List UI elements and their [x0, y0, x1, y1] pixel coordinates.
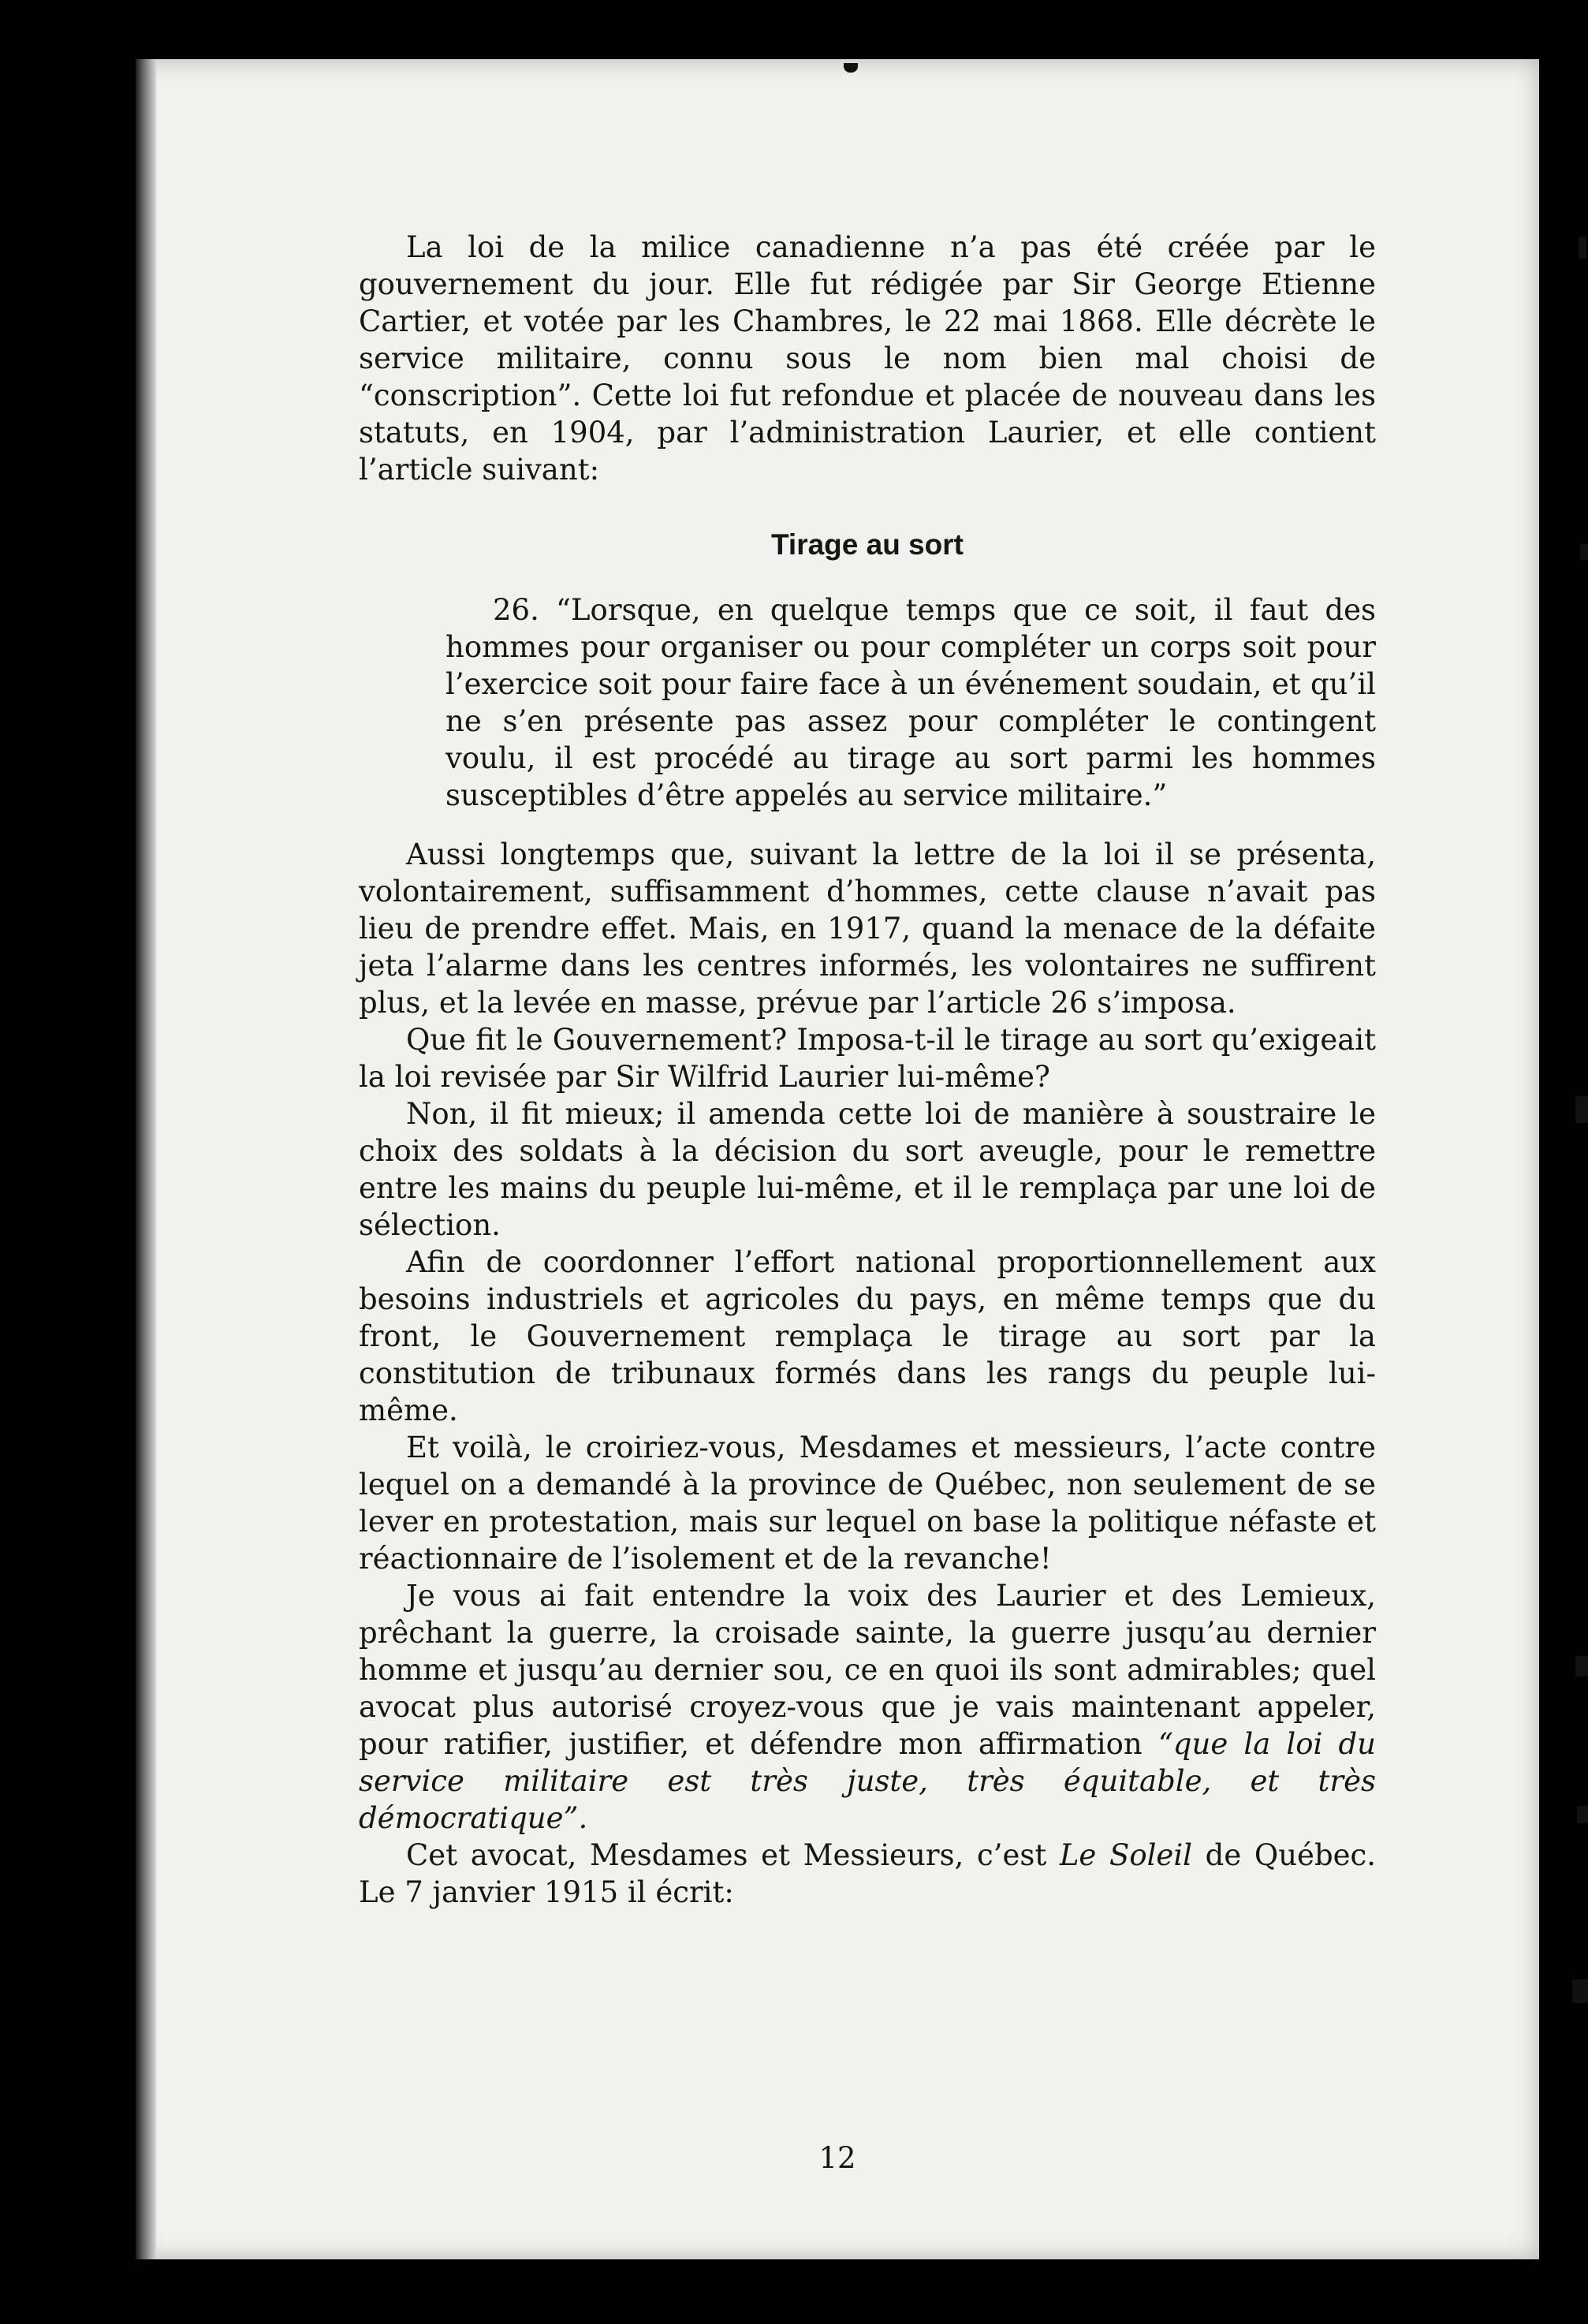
italic-quote: “que la loi du service militaire est très juste, très équitable, et très démocratique”. — [359, 1727, 1376, 1835]
paragraph — [359, 1577, 1376, 1837]
page-binding-edge — [136, 59, 156, 2259]
paragraph: La loi de la milice canadienne n’a pas été créée par le gouvernement du jour. Elle fut rédigée par Sir George Etienne Cartier, et votée par les Chambres, le 22 mai 1868. Elle décrète le service militaire, connu sous le nom bien mal choisi de “conscription”. Cette loi fut refondue et placée de nouveau dans les statuts, en 1904, par l’administration Laurier, et elle contient l’article suivant: — [359, 230, 1376, 487]
right-edge-mark — [1575, 1096, 1588, 1123]
paragraph — [359, 1837, 1376, 1911]
paragraph: Que fit le Gouvernement? Imposa-t-il le tirage au sort qu’exigeait la loi revisée par Sir Wilfrid Laurier lui-même? — [359, 1023, 1376, 1094]
right-edge-mark — [1577, 1806, 1588, 1823]
paragraph: Aussi longtemps que, suivant la lettre de la loi il se présenta, volontairement, suffisamment d’hommes, cette clause n’avait pas lieu de prendre effet. Mais, en 1917, quand la menace de la défaite jeta l’alarme dans les centres informés, les volontaires ne suffirent plus, et la levée en masse, prévue par l’article 26 s’imposa. — [359, 837, 1376, 1020]
right-edge-mark — [1572, 1979, 1588, 2003]
right-edge-mark — [1575, 1656, 1588, 1677]
right-edge-mark — [1579, 237, 1586, 259]
page-body-text — [359, 229, 1376, 1911]
right-edge-mark — [1580, 544, 1588, 560]
paragraph: Et voilà, le croiriez-vous, Mesdames et messieurs, l’acte contre lequel on a demandé à la province de Québec, non seulement de se lever en protestation, mais sur lequel on base la politique néfaste et réactionnaire de l’isolement et de la revanche! — [359, 1431, 1376, 1576]
paragraph-text: Cet avocat, Mesdames et Messieurs, c’est — [406, 1838, 1060, 1872]
paragraph-text: Je vous ai fait entendre la voix des Laurier et des Lemieux, prêchant la guerre, la croisade sainte, la guerre jusqu’au dernier homme et jusqu’au dernier sou, ce en quoi ils sont admirables; quel avocat plus autorisé croyez-vous que je vais maintenant appeler, pour ratifier, justifier, et défendre mon affirmation — [359, 1579, 1376, 1761]
page-number: 12 — [818, 2141, 856, 2175]
section-heading: Tirage au sort — [770, 528, 964, 561]
newspaper-title: Le Soleil — [1059, 1838, 1192, 1872]
quoted-article: 26. “Lorsque, en quelque temps que ce soit, il faut des hommes pour organiser ou pour compléter un corps soit pour l’exercice soit pour faire face à un événement soudain, et qu’il ne s’en présente pas assez pour compléter le contingent voulu, il est procédé au tirage au sort parmi les hommes susceptibles d’être appelés au service militaire.” — [445, 593, 1376, 812]
paragraph: Afin de coordonner l’effort national proportionnellement aux besoins industriels et agricoles du pays, en même temps que du front, le Gouvernement remplaça le tirage au sort par la constitution de tribunaux formés dans les rangs du peuple lui-même. — [359, 1245, 1376, 1427]
paragraph-text: de Québec. Le 7 janvier 1915 il écrit: — [359, 1838, 1377, 1909]
paragraph: Non, il fit mieux; il amenda cette loi de manière à soustraire le choix des soldats à la décision du sort aveugle, pour le remettre entre les mains du peuple lui-même, et il le remplaça par une loi de sélection. — [359, 1097, 1376, 1242]
